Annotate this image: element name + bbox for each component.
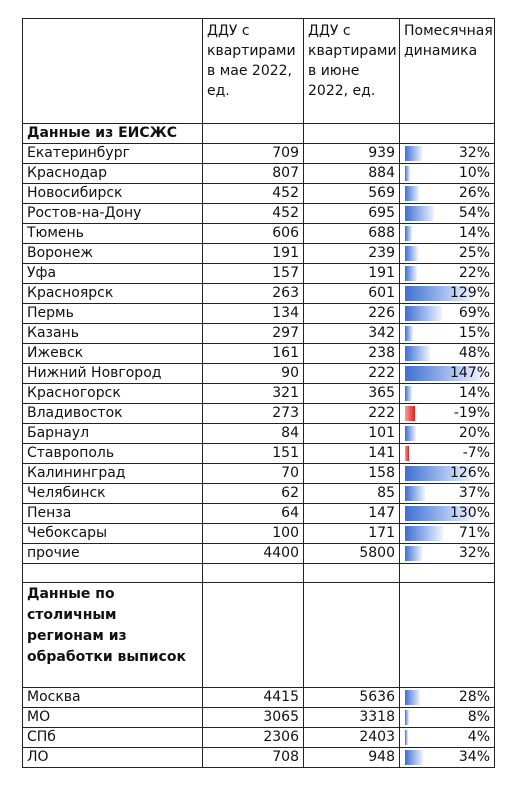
city-name: Тюмень: [23, 224, 203, 244]
june-value: 3318: [304, 708, 400, 728]
dynamics-value: 26%: [458, 185, 490, 201]
table-row: [23, 164, 495, 184]
table-row: [23, 284, 495, 304]
june-value: 569: [304, 184, 400, 204]
city-name: Москва: [23, 688, 203, 708]
dynamics-cell: [400, 524, 495, 544]
dynamics-cell: [400, 544, 495, 564]
city-name: Владивосток: [23, 404, 203, 424]
dynamics-value: 15%: [458, 325, 490, 341]
table-row: [23, 708, 495, 728]
section-title: Данные по столичным регионам из обработки выписок: [23, 583, 203, 688]
june-value: 222: [304, 404, 400, 424]
header-june: ДДУ с квартирами в июне 2022, ед.: [304, 19, 400, 124]
june-value: 939: [304, 144, 400, 164]
dynamics-cell: [400, 444, 495, 464]
city-name: Пермь: [23, 304, 203, 324]
dynamics-value: 126%: [449, 465, 490, 481]
june-value: 2403: [304, 728, 400, 748]
may-value: 70: [203, 464, 304, 484]
dynamics-cell: [400, 504, 495, 524]
city-name: Ставрополь: [23, 444, 203, 464]
dynamics-cell: [400, 404, 495, 424]
empty-cell: [203, 583, 304, 688]
may-value: 452: [203, 204, 304, 224]
june-value: 239: [304, 244, 400, 264]
june-value: 101: [304, 424, 400, 444]
may-value: 62: [203, 484, 304, 504]
empty-cell: [400, 583, 495, 688]
table-row: [23, 504, 495, 524]
dynamics-value: 54%: [458, 205, 490, 221]
dynamics-cell: [400, 244, 495, 264]
dynamics-cell: [400, 688, 495, 708]
section-row-capital: [23, 583, 495, 688]
june-value: 884: [304, 164, 400, 184]
empty-cell: [23, 564, 203, 583]
may-value: 606: [203, 224, 304, 244]
empty-cell: [400, 564, 495, 583]
may-value: 151: [203, 444, 304, 464]
dynamics-value: 14%: [458, 385, 490, 401]
table-row: [23, 484, 495, 504]
dynamics-value: -7%: [462, 445, 490, 461]
table-row: [23, 424, 495, 444]
dynamics-cell: [400, 284, 495, 304]
dynamics-value: 22%: [458, 265, 490, 281]
dynamics-cell: [400, 748, 495, 768]
dynamics-cell: [400, 708, 495, 728]
dynamics-cell: [400, 204, 495, 224]
dynamics-value: 71%: [458, 525, 490, 541]
june-value: 5800: [304, 544, 400, 564]
june-value: 191: [304, 264, 400, 284]
table-row: [23, 184, 495, 204]
table-row: [23, 204, 495, 224]
city-name: МО: [23, 708, 203, 728]
city-name: Нижний Новгород: [23, 364, 203, 384]
dynamics-cell: [400, 304, 495, 324]
table-row: [23, 444, 495, 464]
data-table: [22, 18, 495, 768]
june-value: 158: [304, 464, 400, 484]
city-name: Казань: [23, 324, 203, 344]
city-name: Ростов-на-Дону: [23, 204, 203, 224]
may-value: 64: [203, 504, 304, 524]
city-name: Краснодар: [23, 164, 203, 184]
may-value: 3065: [203, 708, 304, 728]
city-name: Екатеринбург: [23, 144, 203, 164]
dynamics-value: 4%: [467, 729, 490, 745]
may-value: 191: [203, 244, 304, 264]
dynamics-value: 69%: [458, 305, 490, 321]
may-value: 84: [203, 424, 304, 444]
header-row: [23, 19, 495, 124]
may-value: 708: [203, 748, 304, 768]
spacer-row: [23, 564, 495, 583]
table-row: [23, 544, 495, 564]
dynamics-value: 28%: [458, 689, 490, 705]
june-value: 601: [304, 284, 400, 304]
table-row: [23, 728, 495, 748]
june-value: 171: [304, 524, 400, 544]
section-row-eiszhs: [23, 124, 495, 144]
table-row: [23, 304, 495, 324]
dynamics-cell: [400, 184, 495, 204]
table-row: [23, 464, 495, 484]
dynamics-value: 129%: [449, 285, 490, 301]
city-name: Уфа: [23, 264, 203, 284]
dynamics-value: 48%: [458, 345, 490, 361]
table-row: [23, 384, 495, 404]
section-title: Данные из ЕИСЖС: [23, 124, 203, 144]
table-row: [23, 244, 495, 264]
may-value: 161: [203, 344, 304, 364]
table-row: [23, 404, 495, 424]
table-row: [23, 748, 495, 768]
dynamics-value: -19%: [453, 405, 490, 421]
table-row: [23, 688, 495, 708]
dynamics-cell: [400, 384, 495, 404]
june-value: 238: [304, 344, 400, 364]
june-value: 365: [304, 384, 400, 404]
dynamics-value: 32%: [458, 545, 490, 561]
may-value: 807: [203, 164, 304, 184]
may-value: 709: [203, 144, 304, 164]
dynamics-value: 147%: [449, 365, 490, 381]
empty-cell: [203, 124, 304, 144]
june-value: 141: [304, 444, 400, 464]
dynamics-value: 130%: [449, 505, 490, 521]
city-name: Пенза: [23, 504, 203, 524]
city-name: Красноярск: [23, 284, 203, 304]
city-name: СПб: [23, 728, 203, 748]
dynamics-cell: [400, 424, 495, 444]
city-name: Калининград: [23, 464, 203, 484]
june-value: 695: [304, 204, 400, 224]
table-row: [23, 364, 495, 384]
city-name: Воронеж: [23, 244, 203, 264]
dynamics-value: 34%: [458, 749, 490, 765]
empty-cell: [203, 564, 304, 583]
city-name: ЛО: [23, 748, 203, 768]
table-row: [23, 144, 495, 164]
header-dynamics: Помесячная динамика: [400, 19, 495, 124]
may-value: 452: [203, 184, 304, 204]
table-row: [23, 324, 495, 344]
may-value: 100: [203, 524, 304, 544]
dynamics-value: 37%: [458, 485, 490, 501]
june-value: 948: [304, 748, 400, 768]
header-corner-cell: [23, 19, 203, 124]
city-name: Барнаул: [23, 424, 203, 444]
may-value: 4415: [203, 688, 304, 708]
june-value: 222: [304, 364, 400, 384]
dynamics-cell: [400, 464, 495, 484]
may-value: 263: [203, 284, 304, 304]
may-value: 90: [203, 364, 304, 384]
city-name: Челябинск: [23, 484, 203, 504]
dynamics-cell: [400, 224, 495, 244]
city-name: Красногорск: [23, 384, 203, 404]
may-value: 297: [203, 324, 304, 344]
table-row: [23, 264, 495, 284]
empty-cell: [304, 564, 400, 583]
may-value: 134: [203, 304, 304, 324]
dynamics-cell: [400, 144, 495, 164]
may-value: 273: [203, 404, 304, 424]
dynamics-value: 8%: [467, 709, 490, 725]
table-row: [23, 344, 495, 364]
dynamics-cell: [400, 728, 495, 748]
dynamics-cell: [400, 324, 495, 344]
june-value: 688: [304, 224, 400, 244]
city-name: прочие: [23, 544, 203, 564]
empty-cell: [304, 124, 400, 144]
dynamics-cell: [400, 344, 495, 364]
table-row: [23, 224, 495, 244]
header-may: ДДУ с квартирами в мае 2022, ед.: [203, 19, 304, 124]
june-value: 85: [304, 484, 400, 504]
may-value: 2306: [203, 728, 304, 748]
june-value: 5636: [304, 688, 400, 708]
city-name: Новосибирск: [23, 184, 203, 204]
may-value: 157: [203, 264, 304, 284]
dynamics-cell: [400, 164, 495, 184]
dynamics-value: 32%: [458, 145, 490, 161]
may-value: 321: [203, 384, 304, 404]
empty-cell: [304, 583, 400, 688]
dynamics-value: 10%: [458, 165, 490, 181]
table-row: [23, 524, 495, 544]
city-name: Чебоксары: [23, 524, 203, 544]
dynamics-value: 25%: [458, 245, 490, 261]
empty-cell: [400, 124, 495, 144]
may-value: 4400: [203, 544, 304, 564]
city-name: Ижевск: [23, 344, 203, 364]
june-value: 147: [304, 504, 400, 524]
dynamics-value: 14%: [458, 225, 490, 241]
dynamics-value: 20%: [458, 425, 490, 441]
june-value: 226: [304, 304, 400, 324]
dynamics-cell: [400, 264, 495, 284]
dynamics-cell: [400, 364, 495, 384]
june-value: 342: [304, 324, 400, 344]
dynamics-cell: [400, 484, 495, 504]
